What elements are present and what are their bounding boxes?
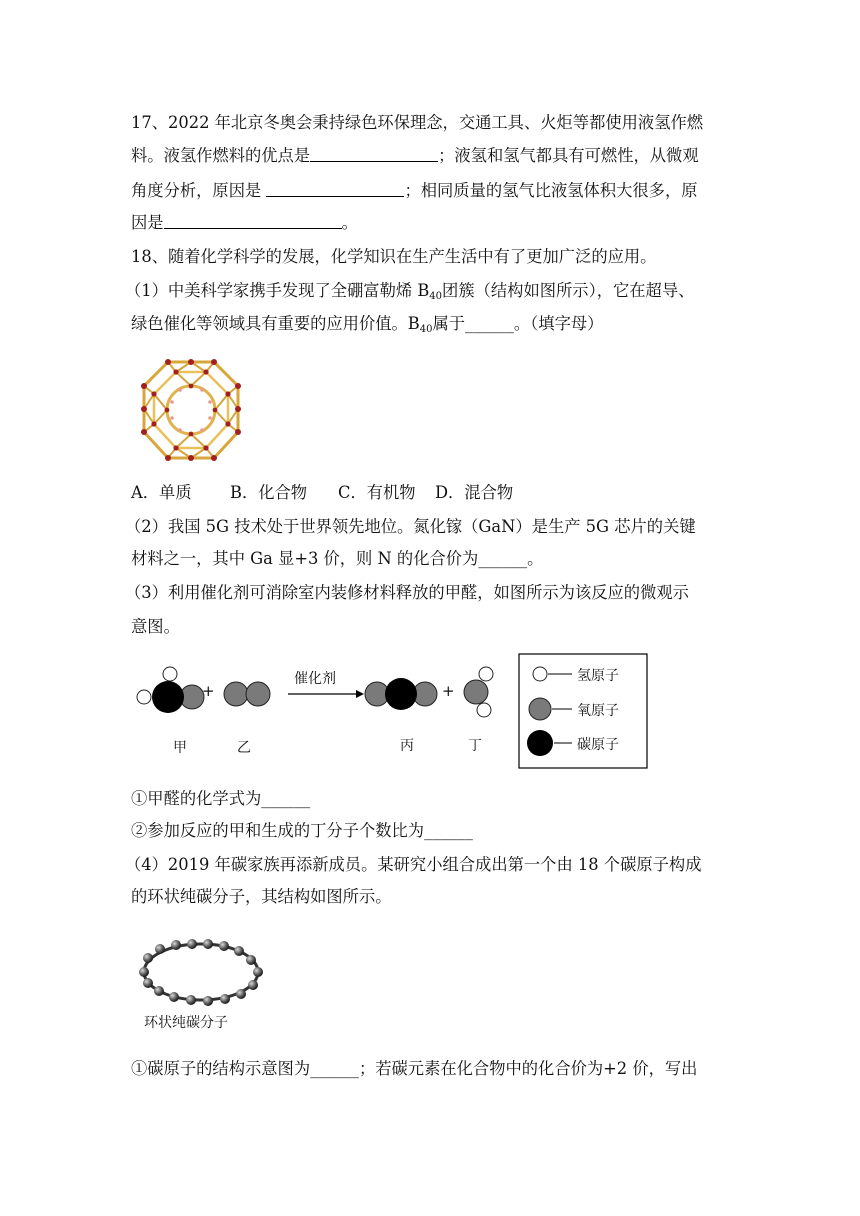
- subscript: 40: [419, 324, 433, 335]
- answer-blank-3[interactable]: [164, 213, 342, 229]
- boron-fullerene-figure: [138, 356, 244, 468]
- carbon-dioxide-molecule: [365, 678, 437, 710]
- label-jia: 甲: [173, 740, 187, 756]
- q17-line-3: [131, 180, 698, 202]
- q18-p2-line-1: （2）我国 5G 技术处于世界领先地位。氮化镓（GaN）是生产 5G 芯片的关键: [125, 517, 696, 536]
- answer-blank-2[interactable]: [266, 181, 404, 197]
- label-bing: 丙: [400, 738, 414, 754]
- plus-sign: +: [442, 682, 455, 700]
- q18-p1-text: 团簇（结构如图所示），它在超导、: [442, 281, 695, 300]
- q18-p4-line-2: 的环状纯碳分子，其结构如图所示。: [131, 887, 392, 906]
- q17-line-4: [131, 212, 358, 234]
- q18-p1-text: 绿色催化等领域具有重要的应用价值。B: [131, 314, 420, 333]
- q17-text: 。: [341, 213, 358, 232]
- q18-p3-line-2: 意图。: [131, 617, 180, 636]
- oxygen-molecule: [224, 682, 270, 706]
- q18-p3-q1: ①甲醛的化学式为______: [131, 789, 311, 808]
- q18-p3-q2: ②参加反应的甲和生成的丁分子个数比为______: [131, 821, 473, 840]
- q17-text: 因是: [131, 213, 164, 232]
- label-ding: 丁: [468, 738, 482, 754]
- reaction-diagram: [130, 652, 650, 772]
- subscript: 40: [429, 291, 443, 302]
- plus-sign: +: [202, 682, 215, 700]
- q17-text: ；相同质量的氢气比液氢体积大很多，原: [404, 181, 698, 200]
- option-a[interactable]: A．单质: [131, 483, 192, 502]
- option-d[interactable]: D．混合物: [435, 483, 514, 502]
- q18-p1-line-1: [125, 280, 694, 308]
- label-yi: 乙: [237, 740, 251, 756]
- ring-caption: 环状纯碳分子: [144, 1015, 228, 1031]
- q17-line-2: [131, 145, 699, 167]
- q17-text: 角度分析，原因是: [131, 181, 267, 200]
- water-molecule: [464, 667, 493, 717]
- q17-text: ；液氢和氢气都具有可燃性，从微观: [438, 146, 699, 165]
- legend-oxygen: 氧原子: [577, 703, 619, 719]
- q18-p4-line-1: （4）2019 年碳家族再添新成员。某研究小组合成出第一个由 18 个碳原子构成: [125, 855, 702, 874]
- q18-p1-line-2: [131, 313, 603, 341]
- q18-p3-line-1: （3）利用催化剂可消除室内装修材料释放的甲醛，如图所示为该反应的微观示: [125, 583, 689, 602]
- legend-hydrogen: 氢原子: [577, 668, 619, 684]
- q18-p2-line-2: 材料之一，其中 Ga 显+3 价，则 N 的化合价为______。: [131, 549, 544, 568]
- q17-line-1: 17、2022 年北京冬奥会秉持绿色环保理念，交通工具、火炬等都使用液氢作燃: [131, 113, 704, 132]
- q18-intro: 18、随着化学科学的发展，化学知识在生产生活中有了更加广泛的应用。: [131, 247, 657, 266]
- q18-p4-q1: ①碳原子的结构示意图为______；若碳元素在化合物中的化合价为+2 价，写出: [131, 1059, 698, 1078]
- q17-text: 料。液氢作燃料的优点是: [131, 146, 311, 165]
- legend-carbon: 碳原子: [577, 737, 619, 753]
- option-b[interactable]: B．化合物: [230, 483, 308, 502]
- options-row: [131, 482, 513, 504]
- answer-blank-1[interactable]: [310, 146, 438, 162]
- cyclocarbon-figure: [138, 934, 266, 1034]
- option-c[interactable]: C．有机物: [338, 483, 416, 502]
- formaldehyde-molecule: [137, 667, 204, 713]
- catalyst-label: 催化剂: [294, 671, 336, 687]
- q18-p1-text: （1）中美科学家携手发现了全硼富勒烯 B: [125, 281, 430, 300]
- q18-p1-text: 属于______。（填字母）: [432, 314, 604, 333]
